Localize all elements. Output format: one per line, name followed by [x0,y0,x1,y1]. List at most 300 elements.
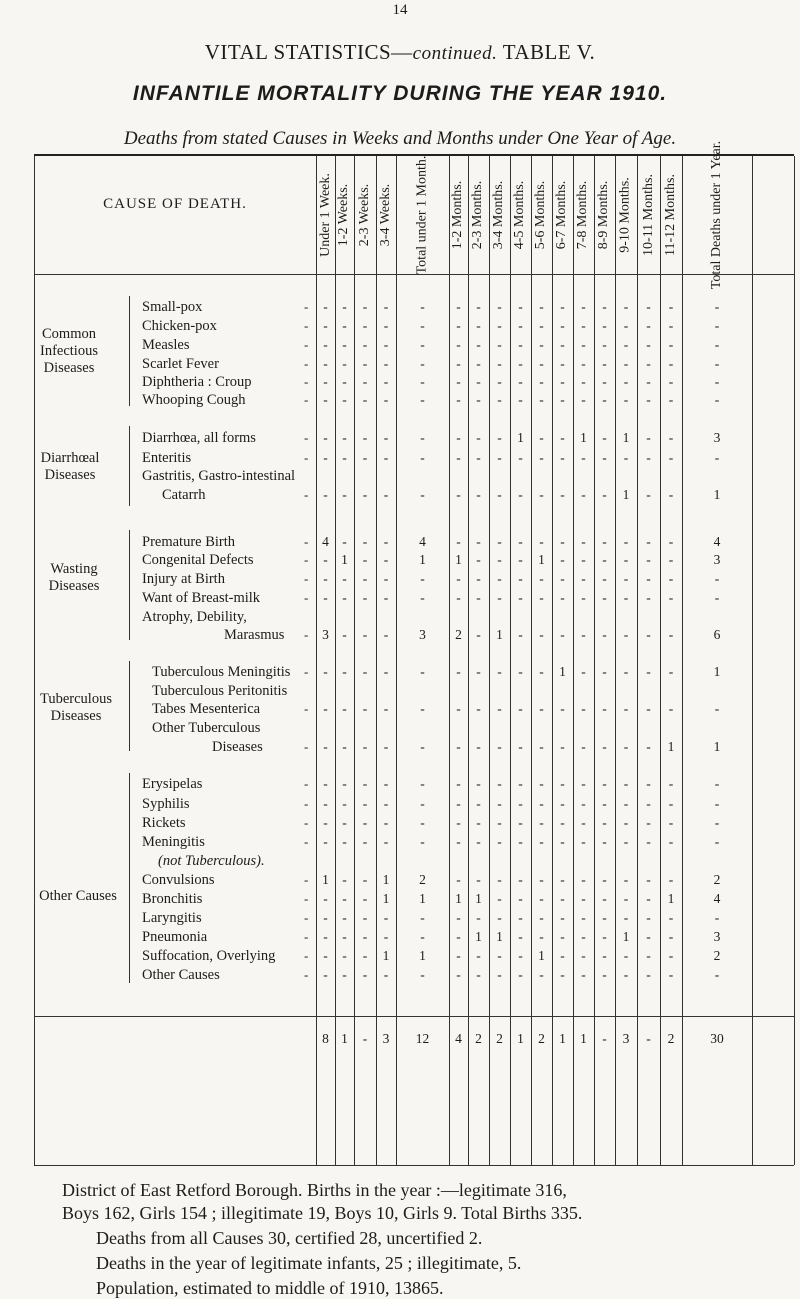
table-cell: - [383,627,389,642]
table-cell: - [383,739,389,754]
table-cell: - [623,796,629,811]
row-cause-label: Whooping Cough [142,392,246,408]
leader-dash: - [304,299,309,314]
column-header [335,160,354,270]
table-cell: - [323,356,328,371]
table-cell: - [581,534,586,549]
table-cell: - [623,739,629,754]
table-cell: - [420,796,425,811]
table-cell: - [560,796,565,811]
column-header [552,160,573,270]
table-cell: - [497,910,502,925]
table-cell: - [420,590,425,605]
row-cause-label: Tabes Mesenterica [152,701,261,717]
table-cell: - [456,701,461,716]
row-cause-label: Congenital Defects [142,552,254,568]
table-cell: - [456,967,461,982]
table-cell: - [323,337,328,352]
table-cell: - [420,299,425,314]
table-cell: - [456,356,461,371]
table-cell: 1 [667,739,675,754]
table-cell: - [518,552,523,567]
table-cell: - [602,571,607,586]
table-cell: - [323,664,328,679]
table-cell: - [539,450,544,465]
table-cell: - [668,318,674,333]
table-cell: - [383,796,389,811]
table-cell: - [668,534,674,549]
table-cell: - [362,571,368,586]
total-cell: 4 [455,1031,462,1046]
table-cell: - [420,318,425,333]
table-cell: 1 [322,872,329,887]
leader-dash: - [304,815,309,830]
table-cell: - [668,392,674,407]
table-cell: - [476,872,481,887]
table-cell: - [362,534,368,549]
leader-dash: - [304,450,309,465]
table-cell: - [539,796,544,811]
row-cause-label: Gastritis, Gastro-intestinal [142,468,296,484]
table-cell: - [323,487,328,502]
table-cell: - [383,487,389,502]
table-cell: - [420,739,425,754]
table-cell: - [518,739,523,754]
table-cell: - [456,337,461,352]
table-cell: - [560,929,565,944]
table-cell: - [476,337,481,352]
table-cell: - [714,318,720,333]
table-cell: - [323,948,328,963]
table-cell: - [362,356,368,371]
table-cell: - [581,450,586,465]
leader-dash: - [304,701,309,716]
leader-dash: - [304,374,309,389]
table-cell: - [714,571,720,586]
table-cell: - [497,590,502,605]
row-cause-label: Laryngitis [142,910,202,926]
table-cell: - [362,796,368,811]
table-cell: - [497,552,502,567]
table-cell: - [456,571,461,586]
table-cell: - [560,430,565,445]
table-cell: - [362,815,368,830]
table-cell: 1 [559,664,566,679]
table-cell: - [560,891,565,906]
table-cell: - [518,487,523,502]
row-cause-label: Small-pox [142,299,203,315]
row-cause-label: Suffocation, Overlying [142,948,276,964]
table-cell: - [714,967,720,982]
table-cell: - [456,796,461,811]
table-cell: - [602,739,607,754]
table-cell: - [714,910,720,925]
row-cause-label: Other Tuberculous [152,720,261,736]
column-header-label: 5-6 Months. [533,180,549,250]
table-cell: 1 [382,948,390,963]
table-cell: - [476,796,481,811]
table-cell: - [497,299,502,314]
table-cell: - [476,571,481,586]
table-cell: - [476,948,481,963]
table-cell: - [362,872,368,887]
table-cell: - [668,815,674,830]
column-header-label: 11-12 Months. [663,174,678,256]
total-cell: 2 [496,1031,503,1046]
table-cell: 1 [419,891,426,906]
table-cell: 1 [341,552,348,567]
table-cell: - [602,664,607,679]
table-cell: - [623,891,629,906]
total-cell: 3 [622,1031,630,1046]
table-cell: - [518,701,523,716]
column-rule [34,156,35,1165]
group-label-line: Infectious [40,343,98,359]
table-cell: - [623,872,629,887]
table-cell: - [342,487,347,502]
table-cell: - [456,834,461,849]
table-cell: - [668,337,674,352]
table-cell: - [581,318,586,333]
table-cell: - [323,701,328,716]
table-cell: - [623,590,629,605]
table-cell: - [602,910,607,925]
table-cell: - [560,337,565,352]
table-cell: - [646,627,651,642]
column-header-label: Total under 1 Month. [414,155,430,275]
table-cell: - [476,627,481,642]
table-cell: - [323,834,328,849]
table-cell: - [623,374,629,389]
table-cell: - [581,664,586,679]
table-cell: - [383,318,389,333]
table-cell: - [539,929,544,944]
table-cell: 1 [713,664,721,679]
table-cell: - [456,299,461,314]
total-cell: 1 [580,1031,587,1046]
column-header [594,160,615,270]
table-cell: - [581,487,586,502]
table-cell: - [602,450,607,465]
leader-dash: - [304,552,309,567]
leader-dash: - [304,318,309,333]
table-cell: - [602,796,607,811]
table-cell: - [581,701,586,716]
table-cell: - [602,392,607,407]
table-cell: - [383,571,389,586]
column-header-label: 6-7 Months. [554,180,570,250]
table-cell: - [323,571,328,586]
column-header [637,160,660,270]
table-cell: - [560,590,565,605]
total-cell: 12 [415,1031,430,1046]
table-cell: 2 [419,872,426,887]
table-cell: - [362,430,368,445]
table-cell: - [497,664,502,679]
table-cell: 1 [538,552,545,567]
table-cell: - [623,299,629,314]
table-cell: 1 [713,487,721,502]
leader-dash: - [304,392,309,407]
title-table: TABLE V. [502,40,596,64]
row-cause-label: Syphilis [142,796,190,812]
table-cell: - [456,430,461,445]
table-cell: - [539,487,544,502]
table-cell: 1 [580,430,587,445]
brace-line [129,661,130,751]
table-cell: - [602,776,607,791]
row-cause-label: Meningitis [142,834,205,850]
table-cell: - [518,664,523,679]
leader-dash: - [304,664,309,679]
table-cell: - [623,571,629,586]
table-cell: - [342,318,347,333]
table-cell: - [476,590,481,605]
table-subtitle: INFANTILE MORTALITY DURING THE YEAR 1910. [132,82,668,105]
table-cell: 3 [713,929,721,944]
leader-dash: - [304,796,309,811]
table-cell: - [497,834,502,849]
table-cell: - [646,318,651,333]
table-cell: - [539,392,544,407]
table-cell: - [646,815,651,830]
table-cell: - [456,450,461,465]
table-cell: - [476,701,481,716]
table-cell: - [323,967,328,982]
table-cell: - [539,701,544,716]
table-cell: - [623,664,629,679]
table-cell: - [668,967,674,982]
total-cell: - [362,1031,368,1046]
table-cell: - [560,701,565,716]
table-cell: - [646,299,651,314]
table-cell: - [668,450,674,465]
table-cell: - [539,776,544,791]
table-cell: - [323,776,328,791]
table-cell: 3 [419,627,426,642]
table-cell: - [668,872,674,887]
table-cell: - [456,776,461,791]
table-cell: - [456,910,461,925]
table-cell: - [714,356,720,371]
table-cell: - [323,815,328,830]
row-cause-label: Other Causes [142,967,220,983]
table-cell: 1 [496,627,503,642]
table-cell: - [560,627,565,642]
row-cause-label: Enteritis [142,450,192,466]
column-header [531,160,552,270]
table-cell: - [539,356,544,371]
leader-dash: - [304,487,309,502]
total-cell: 2 [475,1031,482,1046]
table-cell: - [518,337,523,352]
table-cell: - [342,967,347,982]
table-cell: - [323,929,328,944]
table-cell: - [646,929,651,944]
table-cell: - [581,776,586,791]
table-cell: - [497,534,502,549]
table-cell: - [362,552,368,567]
table-cell: - [497,430,502,445]
row-cause-label: Diseases [212,739,263,755]
table-cell: - [668,299,674,314]
leader-dash: - [304,967,309,982]
table-cell: - [560,815,565,830]
table-cell: - [323,552,328,567]
table-cell: - [714,701,720,716]
table-cell: - [539,739,544,754]
total-cell: 2 [667,1031,675,1046]
column-header [660,160,682,270]
table-cell: 1 [667,891,675,906]
table-cell: - [602,967,607,982]
table-cell: - [560,487,565,502]
table-cell: - [476,356,481,371]
table-cell: - [342,739,347,754]
total-cell: - [602,1031,607,1046]
leader-dash: - [304,739,309,754]
table-cell: - [581,571,586,586]
table-cell: - [342,374,347,389]
column-header-label: 1-2 Months. [450,180,466,250]
table-cell: - [518,392,523,407]
table-cell: - [539,967,544,982]
table-cell: 2 [713,948,721,963]
table-cell: - [560,299,565,314]
row-cause-label: Marasmus [224,627,285,643]
table-cell: - [714,590,720,605]
table-cell: - [518,967,523,982]
table-cell: 6 [713,627,721,642]
table-cell: - [497,967,502,982]
table-cell: - [518,356,523,371]
leader-dash: - [304,929,309,944]
table-cell: - [560,392,565,407]
table-cell: 1 [455,891,462,906]
table-cell: - [518,776,523,791]
group-label-line: Wasting [50,561,98,577]
mortality-table [34,140,794,1165]
table-cell: 1 [517,430,524,445]
leader-dash: - [304,834,309,849]
table-cell: - [581,891,586,906]
table-cell: - [668,796,674,811]
table-cell: - [539,318,544,333]
table-cell: - [342,571,347,586]
table-cell: - [602,337,607,352]
table-cell: - [362,392,368,407]
table-cell: - [456,872,461,887]
footer-notes [0,1180,800,1299]
table-cell: - [383,450,389,465]
table-cell: 1 [713,739,721,754]
table-cell: - [362,487,368,502]
group-label [34,691,118,725]
column-header-label: Total Deaths under 1 Year. [709,140,725,290]
table-cell: - [581,392,586,407]
table-cell: - [497,318,502,333]
table-cell: 1 [475,891,482,906]
leader-dash: - [304,872,309,887]
table-cell: - [539,534,544,549]
table-cell: - [518,571,523,586]
table-cell: - [602,318,607,333]
row-cause-label: Chicken-pox [142,318,217,334]
table-cell: - [362,299,368,314]
table-cell: - [420,337,425,352]
column-header [396,155,449,275]
table-cell: - [623,552,629,567]
table-cell: - [342,430,347,445]
table-cell: - [497,739,502,754]
leader-dash: - [304,534,309,549]
table-cell: - [518,450,523,465]
table-cell: - [342,872,347,887]
table-cell: - [602,627,607,642]
table-cell: - [518,872,523,887]
table-cell: - [602,430,607,445]
table-cell: - [362,450,368,465]
table-cell: - [420,356,425,371]
table-cell: - [539,590,544,605]
table-cell: - [362,967,368,982]
table-cell: - [646,487,651,502]
table-cell: - [362,776,368,791]
table-cell: - [383,356,389,371]
table-cell: - [323,910,328,925]
row-cause-label: Diarrhœa, all forms [142,430,256,446]
table-cell: - [602,948,607,963]
table-cell: - [623,815,629,830]
table-cell: - [581,739,586,754]
table-cell: - [560,356,565,371]
column-header [316,160,335,270]
table-cell: - [323,590,328,605]
table-cell: - [497,701,502,716]
table-cell: - [420,929,425,944]
table-cell: 1 [382,872,390,887]
table-cell: - [383,701,389,716]
table-cell: - [539,337,544,352]
table-cell: - [623,701,629,716]
table-cell: - [646,430,651,445]
table-cell: - [581,356,586,371]
table-cell: - [456,392,461,407]
table-cell: - [668,664,674,679]
column-header-label: 8-9 Months. [596,180,612,250]
table-cell: 4 [322,534,329,549]
table-cell: - [646,739,651,754]
leader-dash: - [304,337,309,352]
table-cell: - [668,929,674,944]
table-cell: - [342,450,347,465]
table-cell: - [714,834,720,849]
column-header-label: 10-11 Months. [640,174,656,256]
table-cell: - [518,815,523,830]
table-cell: - [497,337,502,352]
table-cell: - [342,337,347,352]
table-cell: - [646,590,651,605]
total-cell: 30 [710,1031,724,1046]
table-cell: 4 [419,534,426,549]
row-cause-label: Bronchitis [142,891,203,907]
table-cell: - [420,374,425,389]
total-cell: 1 [559,1031,566,1046]
table-cell: - [323,450,328,465]
table-cell: - [581,929,586,944]
table-cell: - [456,664,461,679]
table-cell: 1 [475,929,482,944]
